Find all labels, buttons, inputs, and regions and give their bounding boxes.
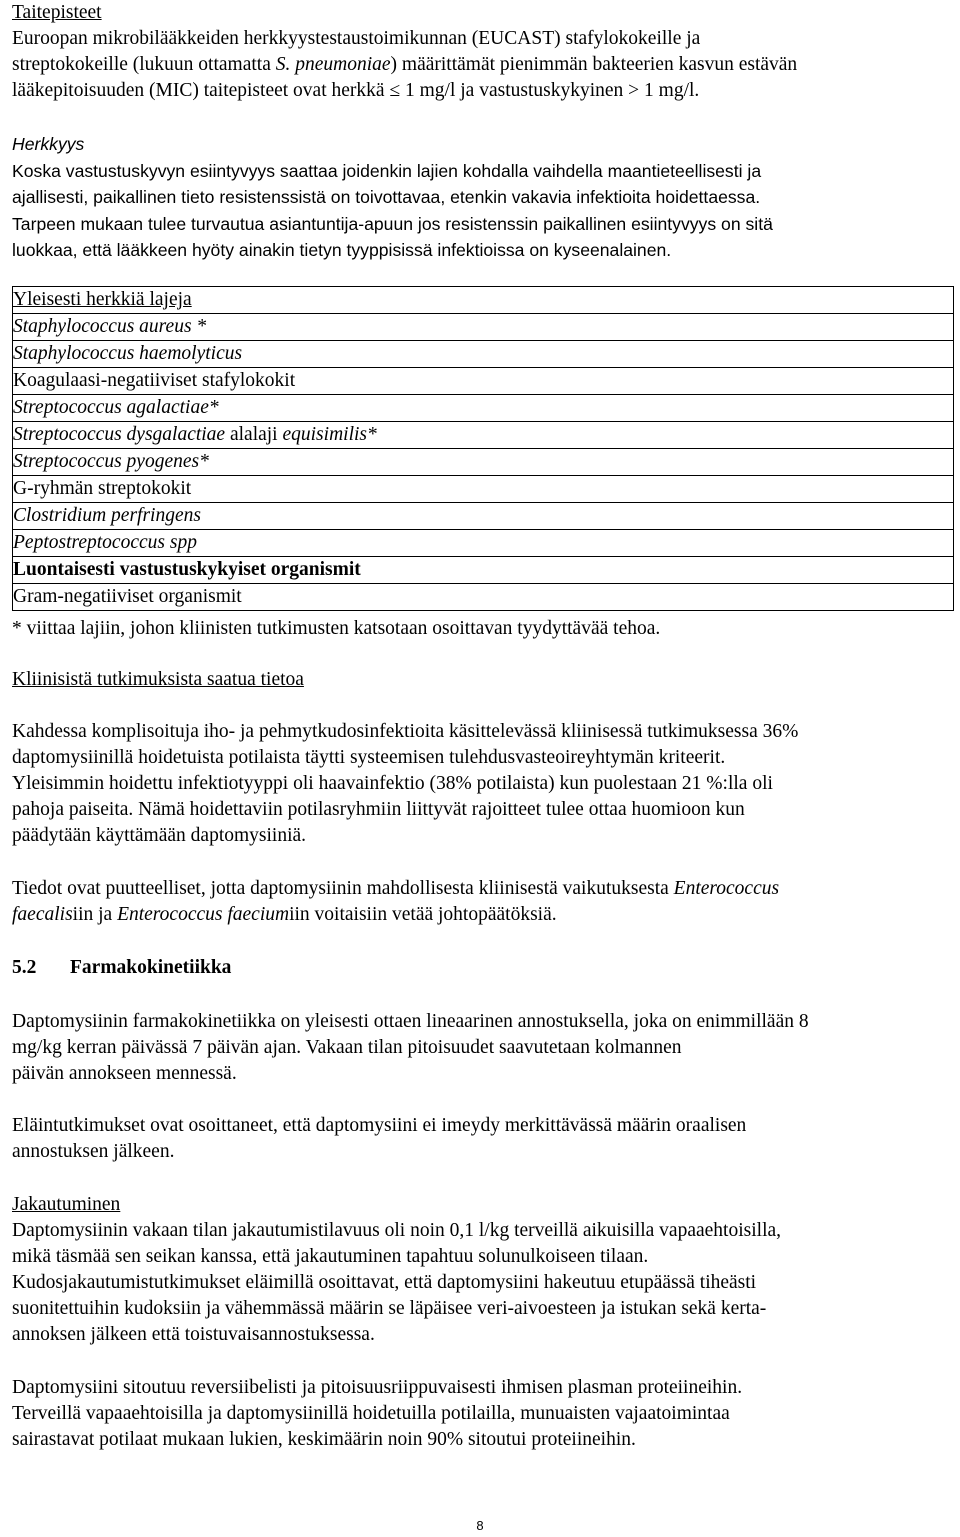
section-heading (12, 955, 231, 981)
clinical-paragraph-1 (12, 719, 798, 849)
species-dysgalactiae-subspecies-label: alalaji (225, 424, 283, 445)
breakpoints-line-3: lääkepitoisuuden (MIC) taitepisteet ovat herkkä ≤ 1 mg/l ja vastustuskykyinen > 1 mg/l. (12, 80, 700, 101)
clinical-p2-text: Tiedot ovat puutteelliset, jotta daptomysiinin mahdollisesta kliinisestä vaikutuksesta (12, 878, 674, 899)
clinical-line: Yleisimmin hoidettu infektiotyyppi oli haavainfektio (38% potilaista) kun puolestaan 21 %:lla oli (12, 773, 773, 794)
clinical-paragraph-2 (12, 876, 779, 928)
species-streptococcus-agalactiae: Streptococcus agalactiae* (13, 397, 219, 418)
species-equisimilis-name: equisimilis* (282, 424, 377, 445)
distribution-line: sairastavat potilaat mukaan lukien, keskimäärin noin 90% sitoutui proteiineihin. (12, 1429, 636, 1450)
species-enterococcus: Enterococcus (673, 878, 780, 899)
species-streptococcus-dysgalactiae (13, 422, 953, 448)
susceptibility-heading: Herkkyys (12, 134, 85, 154)
breakpoints-species-s-pneumoniae: S. pneumoniae (275, 54, 391, 75)
clinical-line: daptomysiinillä hoidetuista potilaista täytti systeemisen tulehdusvasteoireyhtymän kriteerit. (12, 747, 726, 768)
breakpoints-line-2-part-c: ) määrittämät pienimmän bakteerien kasvun estävän (390, 54, 798, 75)
pk-line: päivän annokseen mennessä. (12, 1063, 237, 1084)
clinical-heading: Kliinisistä tutkimuksista saatua tietoa (12, 669, 304, 690)
table-row (13, 503, 954, 530)
clinical-p2-text: iin ja (72, 904, 118, 925)
table-row (13, 449, 954, 476)
clinical-p2-text: iin voitaisiin vetää johtopäätöksiä. (289, 904, 557, 925)
table-row (13, 368, 954, 395)
susceptibility-line: Koska vastustuskyvyn esiintyvyys saattaa joidenkin lajien kohdalla vaihdella maantieteellisesti ja (12, 160, 762, 181)
species-dysgalactiae-name: Streptococcus dysgalactiae (13, 424, 226, 445)
pk-line: Eläintutkimukset ovat osoittaneet, että daptomysiini ei imeydy merkittävässä määrin oraalisen (12, 1115, 747, 1136)
pk-line: annostuksen jälkeen. (12, 1141, 175, 1162)
table-row (13, 395, 954, 422)
clinical-line: Kahdessa komplisoituja iho- ja pehmytkudosinfektioita käsittelevässä kliinisessä tutkimuksessa 36% (12, 721, 799, 742)
table-footnote (12, 616, 660, 642)
species-staphylococcus-haemolyticus: Staphylococcus haemolyticus (13, 343, 243, 364)
susceptibility-line: Tarpeen mukaan tulee turvautua asiantuntija-apuun jos resistenssin paikallinen esiintyvyys on sitä (12, 213, 773, 234)
distribution-line: Daptomysiini sitoutuu reversiibelisti ja pitoisuusriippuvaisesti ihmisen plasman proteiineihin. (12, 1377, 743, 1398)
species-coagulase-negative: Koagulaasi-negatiiviset stafylokokit (13, 370, 296, 391)
clinical-line: päädytään käyttämään daptomysiiniä. (12, 825, 307, 846)
table-header-susceptible: Yleisesti herkkiä lajeja (13, 289, 192, 310)
page-number: 8 (476, 1518, 484, 1533)
table-row (13, 422, 954, 449)
clinical-line: pahoja paiseita. Nämä hoidettaviin potilasryhmiin liittyvät rajoitteet tulee ottaa huomioon kun (12, 799, 745, 820)
species-table (12, 286, 954, 611)
breakpoints-line-2 (12, 52, 797, 78)
table-row (13, 584, 954, 611)
susceptibility-line: luokkaa, että lääkkeen hyöty ainakin tietyn tyyppisissä infektioissa on kyseenalainen. (12, 240, 672, 260)
table-row (13, 314, 954, 341)
table-row (13, 530, 954, 557)
clinical-line (12, 876, 779, 902)
species-gram-negative: Gram-negatiiviset organismit (13, 586, 242, 607)
pk-paragraph-1 (12, 1009, 809, 1087)
table-row (13, 287, 954, 314)
breakpoints-heading: Taitepisteet (12, 2, 102, 23)
species-clostridium-perfringens: Clostridium perfringens (13, 505, 201, 526)
pk-line: mg/kg kerran päivässä 7 päivän ajan. Vakaan tilan pitoisuudet saavutetaan kolmannen (12, 1037, 682, 1058)
pk-paragraph-2 (12, 1113, 746, 1165)
distribution-line: suonitettuihin kudoksiin ja vähemmässä määrin se läpäisee veri-aivoesteen ja istukan sekä kerta- (12, 1298, 767, 1319)
species-peptostreptococcus: Peptostreptococcus spp (13, 532, 197, 553)
table-row (13, 557, 954, 584)
pk-line: Daptomysiinin farmakokinetiikka on yleisesti ottaen lineaarinen annostuksella, joka on enimmillään 8 (12, 1011, 809, 1032)
section-title-line (12, 955, 231, 981)
breakpoints-line-2-part-a: streptokokeille (lukuun ottamatta (12, 54, 276, 75)
footnote-text: * viittaa lajiin, johon kliinisten tutkimusten katsotaan osoittavan tyydyttävää tehoa. (12, 618, 661, 639)
distribution-line: Kudosjakautumistutkimukset eläimillä osoittavat, että daptomysiini hakeutuu etupäässä tiheästi (12, 1272, 757, 1293)
clinical-line (12, 902, 779, 928)
breakpoints-line-1: Euroopan mikrobilääkkeiden herkkyystestaustoimikunnan (EUCAST) stafylokokeille ja (12, 28, 701, 49)
distribution-line: annoksen jälkeen että toistuvaisannostuksessa. (12, 1324, 375, 1345)
table-header-resistant: Luontaisesti vastustuskykyiset organismit (13, 559, 361, 580)
clinical-heading-block (12, 667, 304, 693)
distribution-heading: Jakautuminen (12, 1194, 121, 1215)
table-row (13, 341, 954, 368)
distribution-line: mikä täsmää sen seikan kanssa, että jakautuminen tapahtuu solunulkoiseen tilaan. (12, 1246, 649, 1267)
distribution-line: Daptomysiinin vakaan tilan jakautumistilavuus oli noin 0,1 l/kg terveillä aikuisilla vapaaehtoisilla, (12, 1220, 782, 1241)
distribution-line: Terveillä vapaaehtoisilla ja daptomysiinillä hoidetuilla potilailla, munuaisten vajaatoimintaa (12, 1403, 730, 1424)
distribution-paragraph-1 (12, 1192, 781, 1348)
susceptibility-line: ajallisesti, paikallinen tieto resistenssistä on toivottavaa, etenkin vakavia infektioita hoidettaessa. (12, 187, 761, 207)
section-title: Farmakokinetiikka (70, 957, 232, 978)
breakpoints-section (12, 0, 797, 104)
distribution-paragraph-2 (12, 1375, 742, 1453)
species-group-g-streptococci: G-ryhmän streptokokit (13, 478, 192, 499)
species-staphylococcus-aureus: Staphylococcus aureus * (13, 316, 207, 337)
section-number: 5.2 (12, 957, 37, 978)
species-streptococcus-pyogenes: Streptococcus pyogenes* (13, 451, 209, 472)
species-enterococcus-faecium: Enterococcus faecium (117, 904, 290, 925)
susceptibility-section (12, 131, 773, 264)
species-faecalis: faecalis (12, 904, 73, 925)
table-row (13, 476, 954, 503)
